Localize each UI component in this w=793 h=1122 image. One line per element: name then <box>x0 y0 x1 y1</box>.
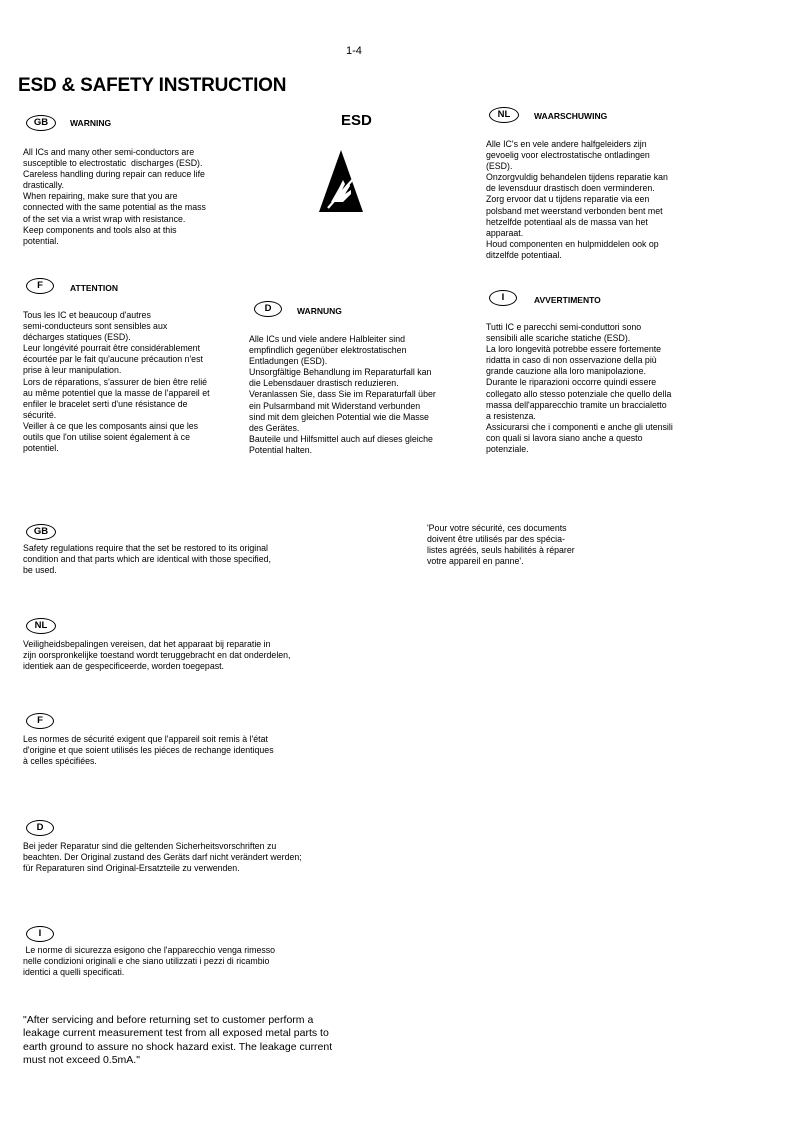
text-note-f: 'Pour votre sécurité, ces documents doivent être utilisés par des spécia- listes agréés, seuls habilités à réparer votre appareil en panne'. <box>427 523 575 567</box>
badge-d: D <box>254 301 282 317</box>
heading-warning-nl: WAARSCHUWING <box>534 111 608 121</box>
esd-warning-triangle-icon <box>319 150 363 212</box>
badge-i: I <box>489 290 517 306</box>
page-number: 1-4 <box>346 45 362 57</box>
text-safety-nl: Veiligheidsbepalingen vereisen, dat het apparaat bij reparatie in zijn oorspronkelijke toestand wordt teruggebracht en dat onderdelen, identiek aan de gespecificeerde, worden toegepast. <box>23 639 291 672</box>
text-safety-f: Les normes de sécurité exigent que l'appareil soit remis à l'état d'origine et que soient utilisés les piéces de rechange identiques à celles spécifiées. <box>23 734 274 767</box>
heading-warning-gb: WARNING <box>70 118 112 128</box>
text-warning-i: Tutti IC e parecchi semi-conduttori sono sensibili alle scariche statiche (ESD). La loro longevità potrebbe essere fortemente ridatta in caso di non osservazione della più grande cauzione alla loro manipolazione. Durante le riparazioni occorre quindi essere collegato allo stesso potenziale che quello della massa dell'apparecchio tramite un braccialetto a resistenza. Assicurarsi che i componenti e anche gli utensili con quali si lavora siano anche a questo potenziale. <box>486 322 673 455</box>
badge-nl: NL <box>489 107 519 123</box>
heading-warning-i: AVVERTIMENTO <box>534 295 601 305</box>
text-safety-d: Bei jeder Reparatur sind die geltenden Sicherheitsvorschriften zu beachten. Der Original zustand des Geräts darf nicht verändert werden; für Reparaturen sind Original-Ersatzteile zu verwenden. <box>23 841 302 874</box>
text-safety-gb: Safety regulations require that the set be restored to its original condition and that parts which are identical with those specified, be used. <box>23 543 271 576</box>
text-safety-i: Le norme di sicurezza esigono che l'apparecchio venga rimesso nelle condizioni originali e che siano utilizzati i pezzi di ricambio identici a quelli specificati. <box>23 945 276 978</box>
badge-gb-safety: GB <box>26 524 56 540</box>
text-warning-f: Tous les IC et beaucoup d'autres semi-conducteurs sont sensibles aux décharges statiques (ESD). Leur longévité pourrait être considérablement écourtée par le fait qu'aucune précaution n'est prise à leur manipulation. Lors de réparations, s'assurer de bien être relié au même potentiel que la masse de l'appareil et enfiler le bracelet serti d'une résistance de sécurité. Veiller à ce que les composants ainsi que les outils que l'on utilise soient également à ce potentiel. <box>23 310 210 454</box>
badge-f: F <box>26 278 54 294</box>
leakage-current-note: "After servicing and before returning set to customer perform a leakage current measurement test from all exposed metal parts to earth ground to assure no shock hazard exist. The leakage current must not exceed 0.5mA." <box>23 1014 333 1067</box>
text-warning-nl: Alle IC's en vele andere halfgeleiders zijn gevoelig voor electrostatische ontladingen (ESD). Onzorgvuldig behandelen tijdens reparatie kan de levensduur drastisch doen verminderen. Zorg ervoor dat u tijdens reparatie via een polsband met weerstand verbonden bent met hetzelfde potentiaal als de massa van het apparaat. Houd componenten en hulpmiddelen ook op ditzelfde potentiaal. <box>486 139 668 260</box>
badge-nl-safety: NL <box>26 618 56 634</box>
text-warning-d: Alle ICs und viele andere Halbleiter sind empfindlich gegenüber elektrostatischen Entladungen (ESD). Unsorgfältige Behandlung im Reparaturfall kan die Lebensdauer drastisch reduzieren. Veranlassen Sie, dass Sie im Reparaturfall über ein Pulsarmband mit Widerstand verbunden sind mit dem gleichen Potential wie die Masse des Gerätes. Bauteile und Hilfsmittel auch auf dieses gleiche Potential halten. <box>249 334 436 455</box>
heading-warning-f: ATTENTION <box>70 283 119 293</box>
heading-warning-d: WARNUNG <box>297 306 342 316</box>
badge-i-safety: I <box>26 926 54 942</box>
text-warning-gb: All ICs and many other semi-conductors are susceptible to electrostatic discharges (ESD). Careless handling during repair can reduce life drastically. When repairing, make sure that you are connected with the same potential as the mass of the set via a wrist wrap with resistance. Keep components and tools also at this potential. <box>23 147 206 246</box>
badge-d-safety: D <box>26 820 54 836</box>
badge-gb: GB <box>26 115 56 131</box>
badge-f-safety: F <box>26 713 54 729</box>
esd-label: ESD <box>341 112 372 129</box>
page-title: ESD & SAFETY INSTRUCTION <box>18 75 287 96</box>
